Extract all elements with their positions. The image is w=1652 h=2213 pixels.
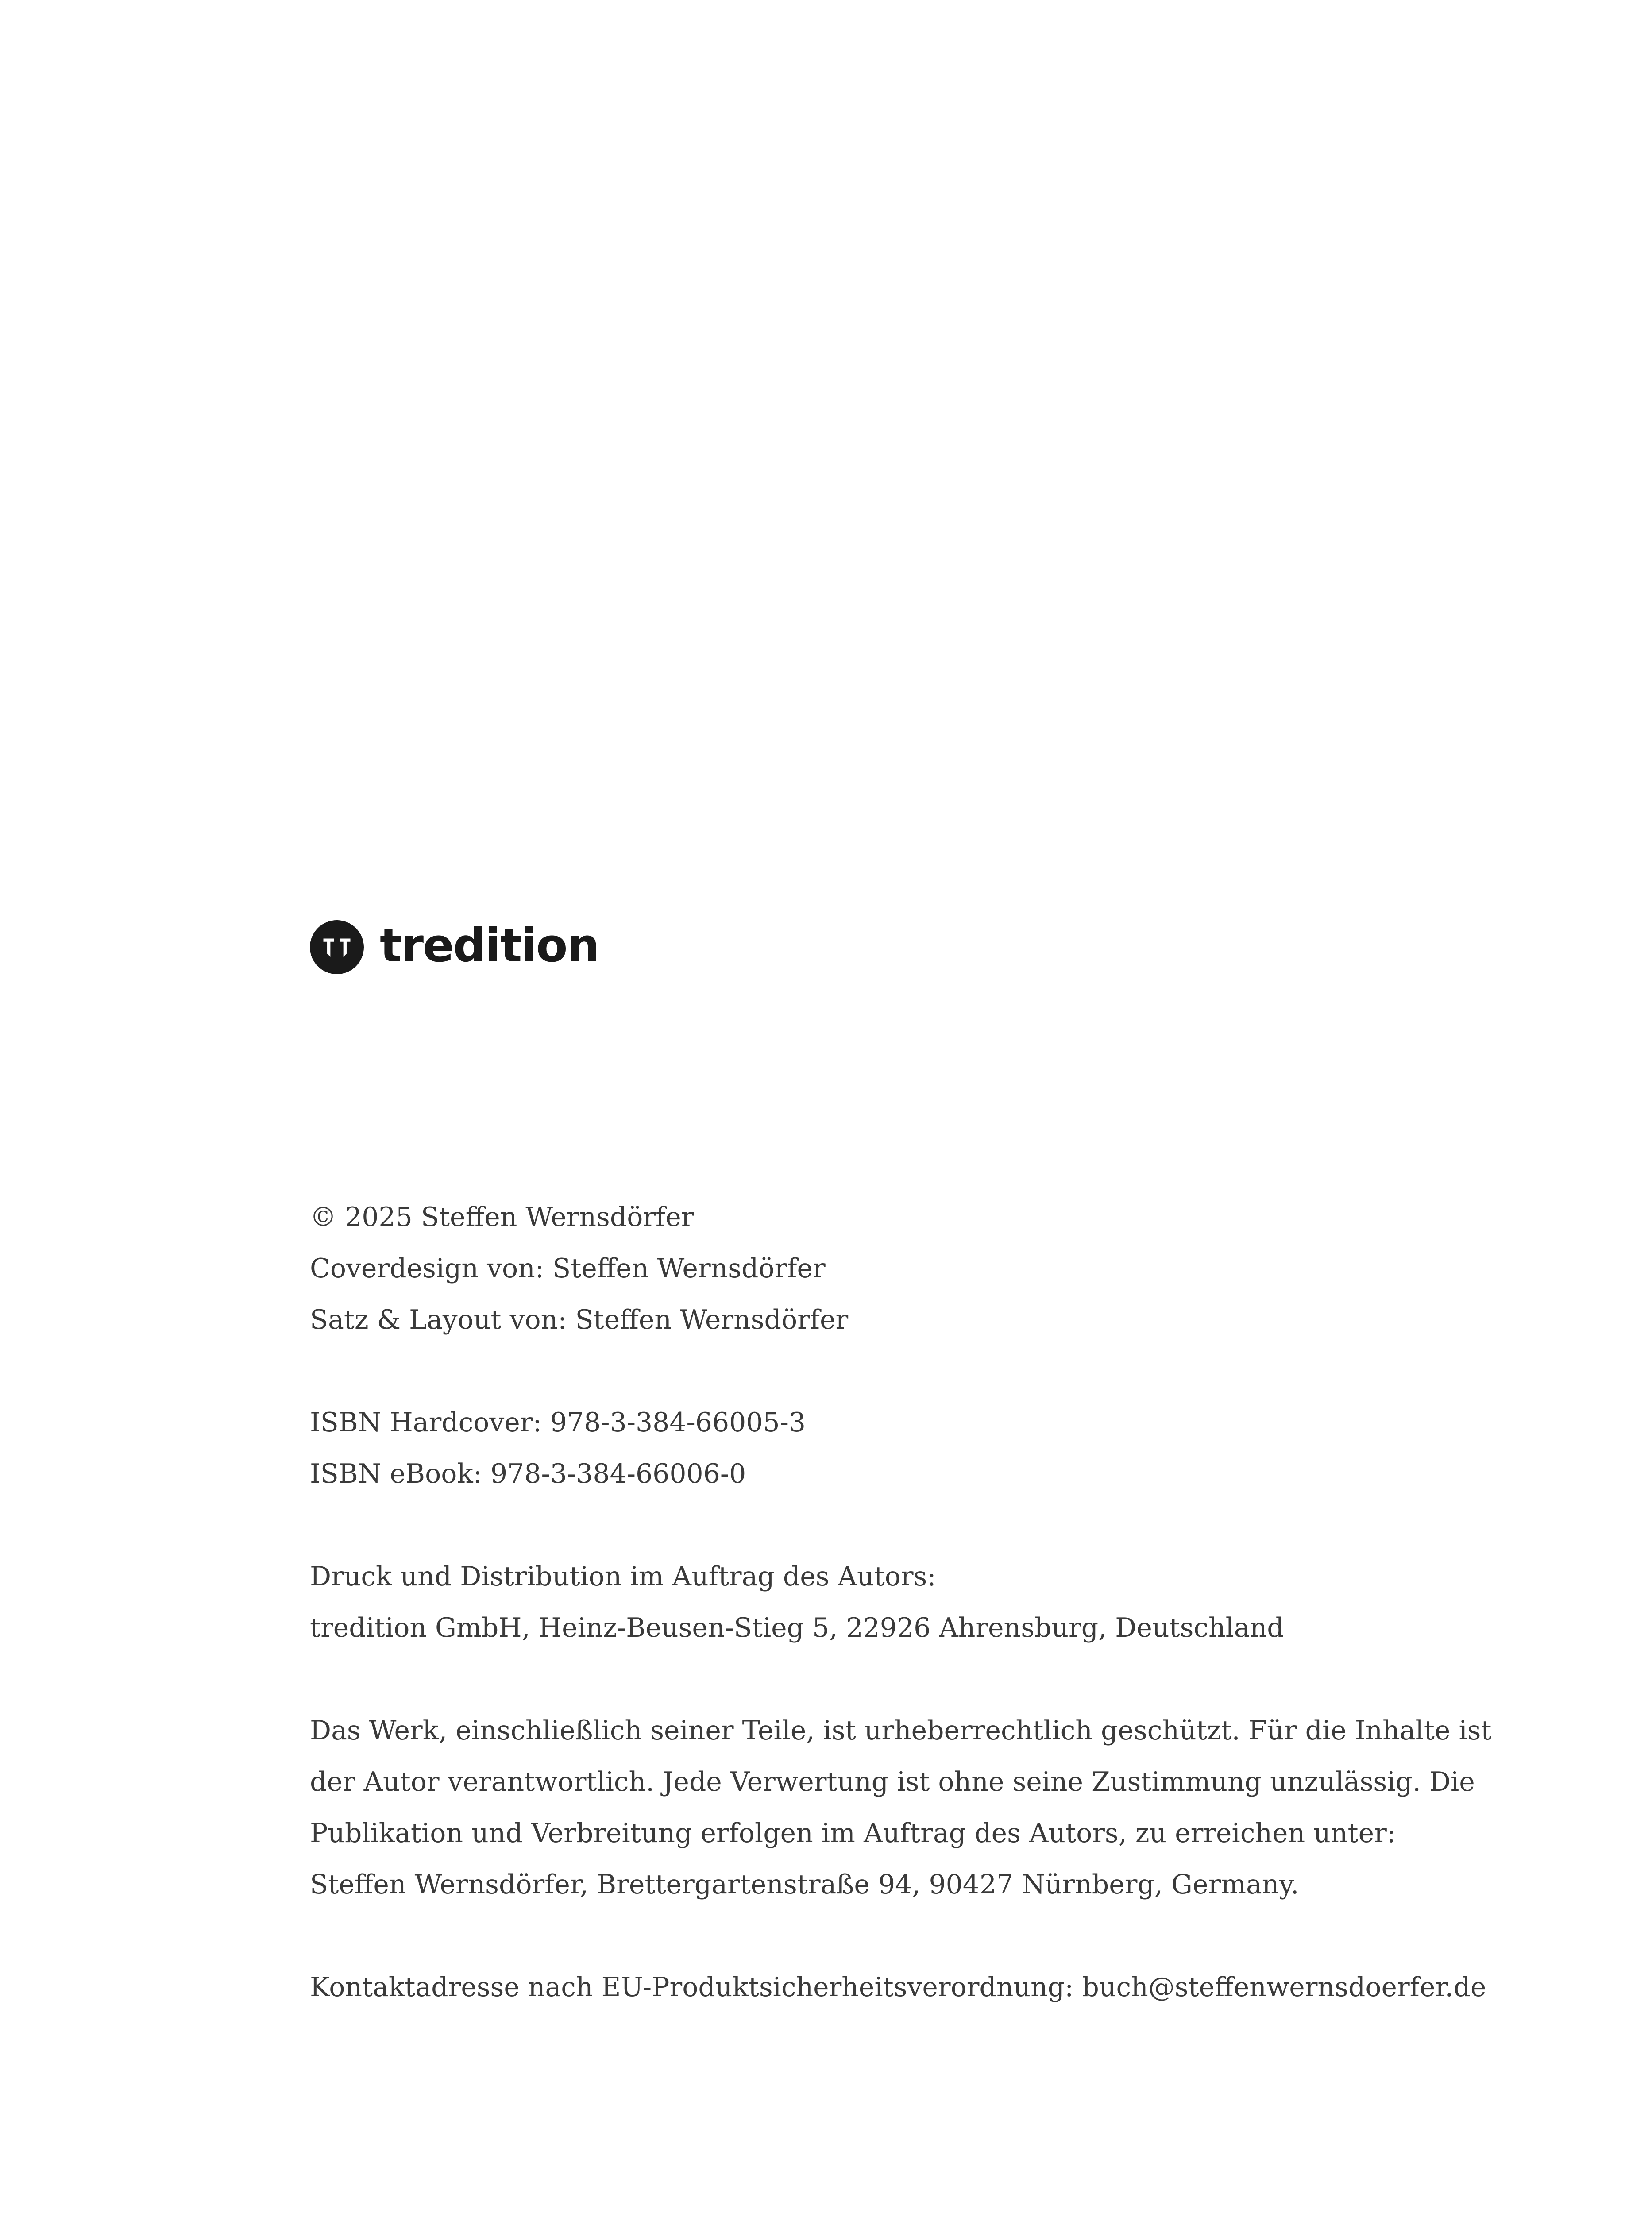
- imprint-block: [310, 1191, 1505, 2013]
- rights-line-1: Das Werk, einschließlich seiner Teile, ist urheberrechtlich geschützt. Für die Inhalte ist: [310, 1715, 1492, 1746]
- layout-line: Satz & Layout von: Steffen Wernsdörfer: [310, 1304, 849, 1335]
- tredition-t-mark-icon: [310, 920, 364, 974]
- paragraph-gap: [310, 1500, 1505, 1551]
- isbn-ebook-line: ISBN eBook: 978-3-384-66006-0: [310, 1458, 746, 1489]
- paragraph-gap: [310, 1910, 1505, 1962]
- coverdesign-line: Coverdesign von: Steffen Wernsdörfer: [310, 1253, 826, 1284]
- contact-line: Kontaktadresse nach EU-Produktsicherheitsverordnung: buch@steffenwernsdoerfer.de: [310, 1972, 1486, 2003]
- paragraph-gap: [310, 1346, 1505, 1397]
- rights-line-3: Publikation und Verbreitung erfolgen im Auftrag des Autors, zu erreichen unter:: [310, 1818, 1396, 1849]
- rights-line-4: Steffen Wernsdörfer, Brettergartenstraße 94, 90427 Nürnberg, Germany.: [310, 1869, 1299, 1900]
- isbn-hardcover-line: ISBN Hardcover: 978-3-384-66005-3: [310, 1407, 806, 1438]
- publisher-name: tredition: [380, 918, 599, 972]
- paragraph-gap: [310, 1654, 1505, 1705]
- rights-line-2: der Autor verantwortlich. Jede Verwertung ist ohne seine Zustimmung unzulässig. Die: [310, 1766, 1475, 1797]
- distribution-line-1: Druck und Distribution im Auftrag des Autors:: [310, 1561, 936, 1592]
- publisher-logo: [310, 918, 598, 976]
- copyright-line: © 2025 Steffen Wernsdörfer: [310, 1202, 694, 1233]
- distribution-line-2: tredition GmbH, Heinz-Beusen-Stieg 5, 22926 Ahrensburg, Deutschland: [310, 1612, 1284, 1643]
